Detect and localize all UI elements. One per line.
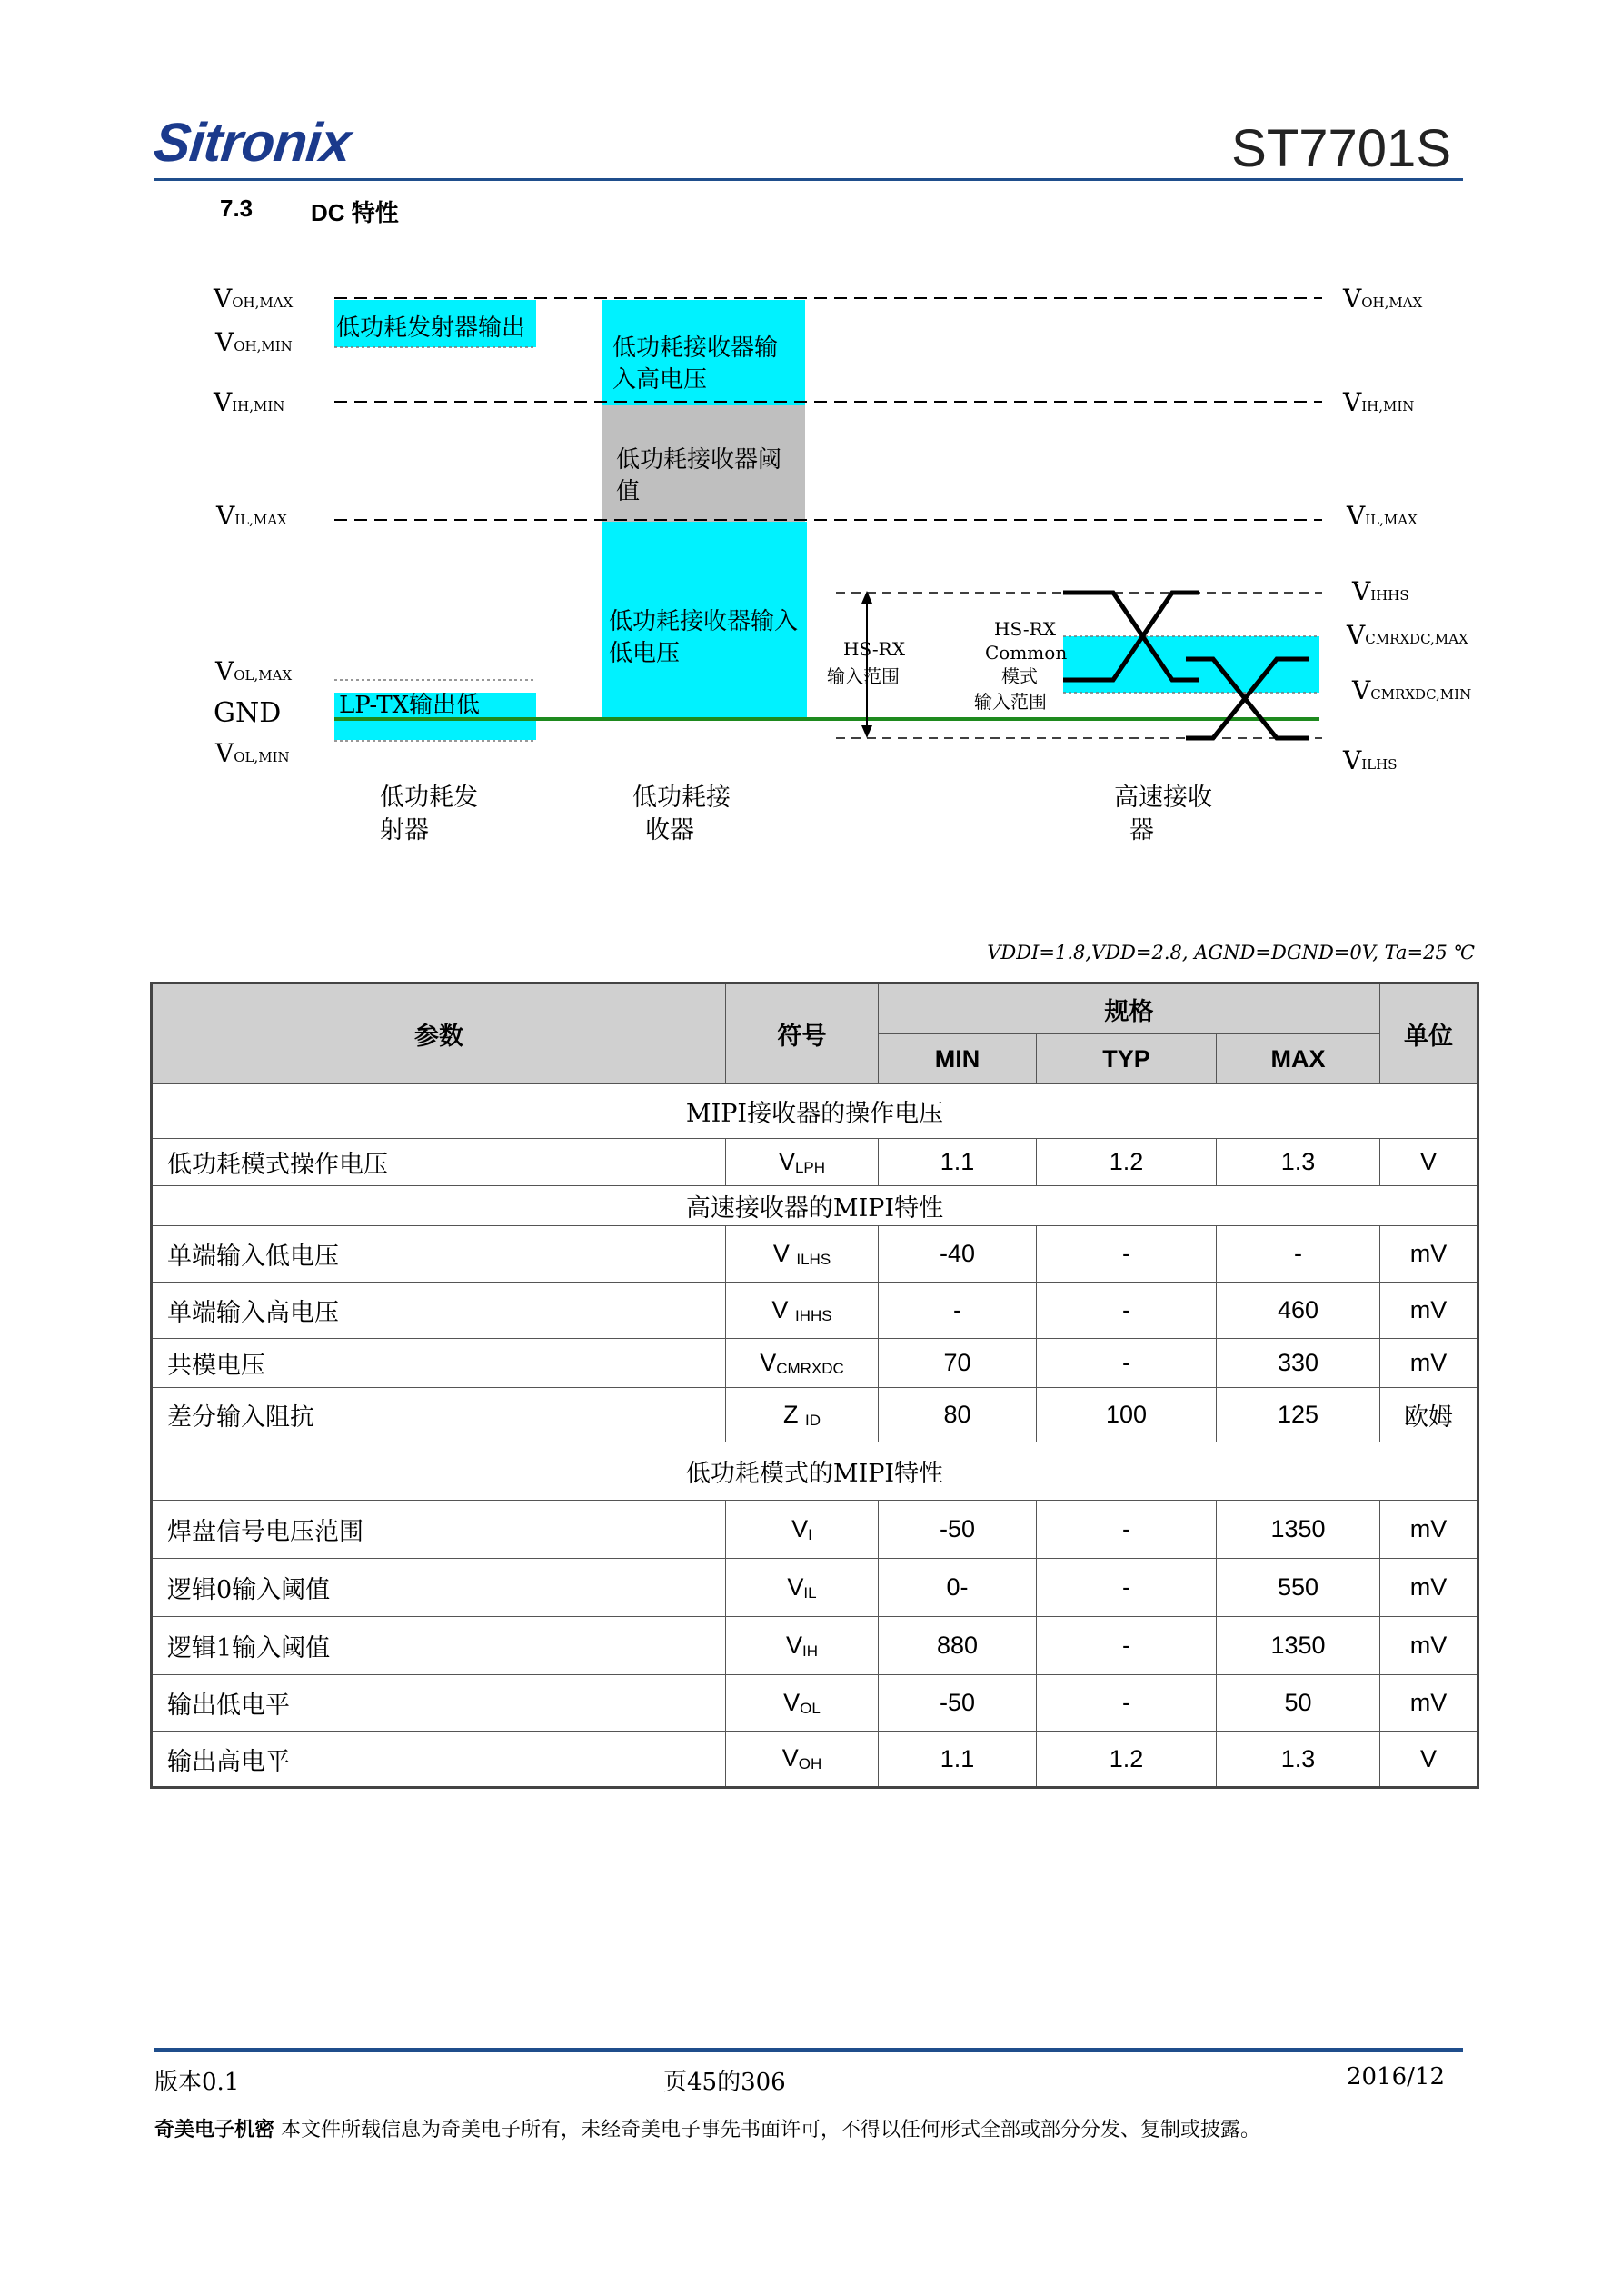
- typ-cell: -: [1037, 1675, 1217, 1732]
- min-cell: -40: [879, 1226, 1037, 1283]
- section-row: [152, 1442, 1478, 1501]
- symbol-main: V: [783, 1688, 801, 1716]
- min-cell: 0-: [879, 1559, 1037, 1617]
- confidential-label: 奇美电子机密: [154, 2118, 275, 2141]
- section-title: 低功耗模式的MIPI特性: [152, 1442, 1478, 1501]
- symbol-cell: [726, 1732, 879, 1788]
- symbol-main: V: [791, 1514, 809, 1542]
- footer-page-number: 页45的306: [663, 2069, 786, 2096]
- text-lp-tx-low: LP-TX输出低: [339, 692, 481, 719]
- param-cell: 逻辑0输入阈值: [152, 1559, 726, 1617]
- confidential-notice: [154, 2114, 1260, 2142]
- section-row: [152, 1084, 1478, 1139]
- max-cell: 330: [1217, 1339, 1380, 1388]
- min-cell: 70: [879, 1339, 1037, 1388]
- max-cell: 125: [1217, 1388, 1380, 1442]
- symbol-sub: IL: [803, 1583, 817, 1602]
- max-cell: 1.3: [1217, 1139, 1380, 1186]
- symbol-cell: [726, 1283, 879, 1339]
- label-vcmrxdc-max: VCMRXDC,MAX: [1347, 620, 1468, 650]
- col-label-lp-tx-2: 射器: [380, 816, 429, 844]
- symbol-main: V: [771, 1295, 795, 1323]
- typ-cell: 1.2: [1037, 1732, 1217, 1788]
- typ-cell: -: [1037, 1226, 1217, 1283]
- min-cell: -50: [879, 1501, 1037, 1559]
- label-vihhs: VIHHS: [1352, 576, 1409, 606]
- mipi-voltage-level-diagram: [0, 0, 1622, 909]
- param-cell: 单端输入高电压: [152, 1283, 726, 1339]
- unit-cell: mV: [1380, 1283, 1478, 1339]
- footer-date: 2016/12: [1346, 2063, 1445, 2091]
- col-label-hs-rx-1: 高速接收: [1114, 784, 1212, 812]
- text-hs-rx-common-3: 模式: [1001, 665, 1038, 687]
- table-row: [152, 1675, 1478, 1732]
- dc-characteristics-table: [150, 982, 1479, 1789]
- text-lp-rx-low-2: 低电压: [609, 640, 681, 667]
- table-row: [152, 1339, 1478, 1388]
- typ-cell: -: [1037, 1559, 1217, 1617]
- typ-cell: -: [1037, 1617, 1217, 1675]
- min-cell: 1.1: [879, 1139, 1037, 1186]
- section-title: DC 特性: [311, 199, 399, 226]
- header-param: 参数: [152, 983, 726, 1084]
- unit-cell: mV: [1380, 1559, 1478, 1617]
- max-cell: 1.3: [1217, 1732, 1380, 1788]
- symbol-sub: CMRXDC: [776, 1359, 844, 1377]
- typ-cell: 1.2: [1037, 1139, 1217, 1186]
- typ-cell: 100: [1037, 1388, 1217, 1442]
- confidential-text: 本文件所载信息为奇美电子所有，未经奇美电子事先书面许可，不得以任何形式全部或部分分发、复制或披露。: [274, 2119, 1261, 2141]
- col-label-lp-tx-1: 低功耗发: [380, 784, 478, 812]
- text-hs-rx-common-4: 输入范围: [974, 691, 1047, 713]
- table-row: [152, 1559, 1478, 1617]
- label-vol-min-left: VOL,MIN: [215, 738, 290, 768]
- text-lp-tx-high: 低功耗发射器输出: [336, 314, 526, 342]
- min-cell: 80: [879, 1388, 1037, 1442]
- label-vih-min-right: VIH,MIN: [1343, 387, 1415, 417]
- footer-version: 版本0.1: [154, 2069, 240, 2096]
- text-lp-rx-high-2: 入高电压: [612, 366, 708, 394]
- header-spec: 规格: [879, 983, 1380, 1034]
- text-hs-rx-common-2: Common: [985, 642, 1068, 664]
- param-cell: 输出低电平: [152, 1675, 726, 1732]
- header-unit: 单位: [1380, 983, 1478, 1084]
- table-row: [152, 1139, 1478, 1186]
- header-symbol: 符号: [726, 983, 879, 1084]
- table-row: [152, 1732, 1478, 1788]
- param-cell: 输出高电平: [152, 1732, 726, 1788]
- max-cell: 50: [1217, 1675, 1380, 1732]
- unit-cell: 欧姆: [1380, 1388, 1478, 1442]
- param-cell: 逻辑1输入阈值: [152, 1617, 726, 1675]
- symbol-main: V: [772, 1239, 797, 1267]
- symbol-cell: [726, 1617, 879, 1675]
- label-vil-max-right: VIL,MAX: [1347, 501, 1418, 531]
- section-number: 7.3: [220, 195, 254, 222]
- label-vilhs: VILHS: [1343, 745, 1398, 775]
- symbol-sub: IHHS: [794, 1306, 832, 1324]
- text-lp-rx-low-1: 低功耗接收器输入: [609, 608, 799, 635]
- label-gnd: GND: [214, 697, 282, 729]
- header-max: MAX: [1217, 1034, 1380, 1084]
- test-conditions: VDDI=1.8,VDD=2.8, AGND=DGND=0V, Ta=25 ℃: [987, 942, 1475, 963]
- unit-cell: mV: [1380, 1501, 1478, 1559]
- param-cell: 焊盘信号电压范围: [152, 1501, 726, 1559]
- symbol-sub: OL: [800, 1699, 821, 1717]
- symbol-main: V: [787, 1572, 804, 1601]
- table-row: [152, 1226, 1478, 1283]
- sitronix-logo: Sitronix: [151, 112, 353, 173]
- label-vol-max-left: VOL,MAX: [215, 656, 293, 686]
- symbol-cell: [726, 1675, 879, 1732]
- max-cell: 1350: [1217, 1617, 1380, 1675]
- max-cell: 1350: [1217, 1501, 1380, 1559]
- col-label-lp-rx-1: 低功耗接: [632, 784, 731, 812]
- typ-cell: -: [1037, 1283, 1217, 1339]
- symbol-sub: ILHS: [796, 1250, 831, 1268]
- min-cell: -50: [879, 1675, 1037, 1732]
- symbol-sub: LPH: [794, 1158, 826, 1176]
- label-voh-min-left: VOH,MIN: [215, 327, 293, 357]
- unit-cell: V: [1380, 1732, 1478, 1788]
- param-cell: 差分输入阻抗: [152, 1388, 726, 1442]
- unit-cell: mV: [1380, 1339, 1478, 1388]
- unit-cell: mV: [1380, 1226, 1478, 1283]
- max-cell: 460: [1217, 1283, 1380, 1339]
- label-vcmrxdc-min: VCMRXDC,MIN: [1352, 675, 1472, 705]
- symbol-main: V: [785, 1631, 802, 1659]
- symbol-cell: [726, 1388, 879, 1442]
- symbol-main: V: [781, 1744, 799, 1772]
- param-cell: 低功耗模式操作电压: [152, 1139, 726, 1186]
- text-lp-rx-high-1: 低功耗接收器输: [612, 334, 779, 362]
- param-cell: 共模电压: [152, 1339, 726, 1388]
- symbol-sub: ID: [805, 1411, 821, 1429]
- symbol-main: V: [760, 1348, 777, 1376]
- unit-cell: mV: [1380, 1617, 1478, 1675]
- min-cell: 880: [879, 1617, 1037, 1675]
- param-cell: 单端输入低电压: [152, 1226, 726, 1283]
- footer-rule: [154, 2048, 1463, 2052]
- section-row: [152, 1186, 1478, 1226]
- text-hs-rx-range-1: HS-RX: [843, 638, 905, 660]
- table-row: [152, 1501, 1478, 1559]
- col-label-lp-rx-2: 收器: [645, 816, 694, 844]
- text-lp-rx-thresh-2: 值: [616, 478, 641, 505]
- model-number: ST7701S: [1231, 119, 1451, 178]
- symbol-sub: IH: [802, 1642, 818, 1660]
- typ-cell: -: [1037, 1501, 1217, 1559]
- symbol-cell: [726, 1226, 879, 1283]
- symbol-main: Z: [783, 1400, 805, 1428]
- symbol-sub: I: [808, 1525, 812, 1543]
- symbol-cell: [726, 1501, 879, 1559]
- symbol-cell: [726, 1139, 879, 1186]
- section-title: MIPI接收器的操作电压: [152, 1084, 1478, 1139]
- label-vil-max-left: VIL,MAX: [216, 501, 287, 531]
- min-cell: 1.1: [879, 1732, 1037, 1788]
- symbol-sub: OH: [798, 1755, 822, 1772]
- max-cell: 550: [1217, 1559, 1380, 1617]
- symbol-cell: [726, 1339, 879, 1388]
- unit-cell: mV: [1380, 1675, 1478, 1732]
- section-title: 高速接收器的MIPI特性: [152, 1186, 1478, 1226]
- typ-cell: -: [1037, 1339, 1217, 1388]
- table-row: [152, 1283, 1478, 1339]
- col-label-hs-rx-2: 器: [1129, 816, 1154, 844]
- label-voh-max-left: VOH,MAX: [214, 284, 294, 314]
- text-hs-rx-range-2: 输入范围: [827, 665, 900, 687]
- table-row: [152, 1388, 1478, 1442]
- symbol-main: V: [778, 1147, 795, 1175]
- table-body: [152, 1084, 1478, 1788]
- min-cell: -: [879, 1283, 1037, 1339]
- hs-rx-common-mode-box: [1063, 636, 1319, 693]
- unit-cell: V: [1380, 1139, 1478, 1186]
- max-cell: -: [1217, 1226, 1380, 1283]
- text-lp-rx-thresh-1: 低功耗接收器阈: [616, 446, 782, 474]
- text-hs-rx-common-1: HS-RX: [994, 618, 1056, 640]
- arrow-down-icon: [861, 725, 872, 738]
- header-min: MIN: [879, 1034, 1037, 1084]
- label-vih-min-left: VIH,MIN: [214, 387, 285, 417]
- table-row: [152, 1617, 1478, 1675]
- header-typ: TYP: [1037, 1034, 1217, 1084]
- label-voh-max-right: VOH,MAX: [1343, 284, 1423, 314]
- symbol-cell: [726, 1559, 879, 1617]
